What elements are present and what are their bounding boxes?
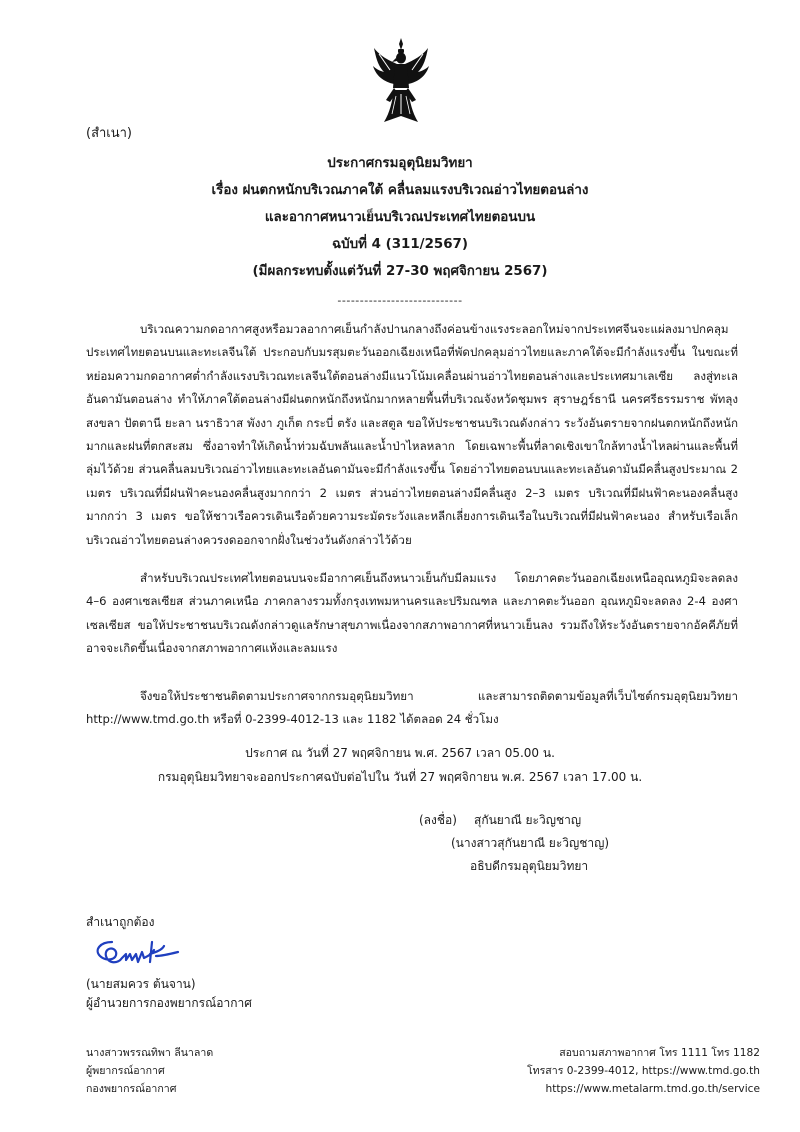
- contact-phone: สอบถามสภาพอากาศ โทร 1111 โทร 1182: [559, 1047, 760, 1059]
- sign-prefix: (ลงชื่อ): [419, 813, 457, 827]
- footer-right: [527, 1044, 760, 1098]
- body-paragraph-3: จึงขอให้ประชาชนติดตามประกาศจากกรมอุตุนิยมวิทยา และสามารถติดตามข้อมูลที่เว็บไซต์กรมอุตุนิยมวิทยา http://www.tmd.go.th หรือที่ 0-2399-4012-13 และ 1182 ได้ตลอด 24 ชั่วโมง: [86, 689, 738, 727]
- next-announcement: กรมอุตุนิยมวิทยาจะออกประกาศฉบับต่อไปใน วันที่ 27 พฤศจิกายน พ.ศ. 2567 เวลา 17.00 น.: [157, 770, 643, 784]
- body-paragraph-2: สำหรับบริเวณประเทศไทยตอนบนจะมีอากาศเย็นถึงหนาวเย็นกับมีลมแรง โดยภาคตะวันออกเฉียงเหนืออุณหภูมิจะลดลง 4–6 องศาเซลเซียส ส่วนภาคเหนือ ภาคกลางรวมทั้งกรุงเทพมหานครและปริมณฑล และภาคตะวันออก อุณหภูมิจะลดลง 2-4 องศาเซลเซียส ขอให้ประชาชนบริเวณดังกล่าวดูแลรักษาสุขภาพเนื่องจากสภาพอากาศที่หนาวเย็นลง รวมถึงให้ระวังอันตรายจากอัคคีภัยที่อาจจะเกิดขึ้นเนื่องจากสภาพอากาศแห้งและลมแรง: [86, 571, 738, 656]
- contact-fax-website: โทรสาร 0-2399-4012, https://www.tmd.go.th: [526, 1065, 760, 1077]
- announce-date: ประกาศ ณ วันที่ 27 พฤศจิกายน พ.ศ. 2567 เวลา 05.00 น.: [245, 746, 555, 760]
- forecaster-name: นางสาวพรรณทิพา ลีนาลาด: [86, 1047, 214, 1059]
- handwritten-signature-icon: [92, 934, 188, 970]
- signatory-name: สุกันยาณี ยะวิญชาญ: [474, 813, 582, 827]
- footer-left: [86, 1044, 213, 1098]
- garuda-emblem-icon: [370, 36, 432, 126]
- contact-service-url[interactable]: https://www.metalarm.tmd.go.th/service: [545, 1083, 760, 1095]
- copy-label: (สำเนา): [86, 126, 133, 141]
- announcement-subject-line2: และอากาศหนาวเย็นบริเวณประเทศไทยตอนบน: [264, 210, 536, 225]
- body-paragraph-1: บริเวณความกดอากาศสูงหรือมวลอากาศเย็นกำลังปานกลางถึงค่อนข้างแรงระลอกใหม่จากประเทศจีนจะแผ่ลงมาปกคลุมประเทศไทยตอนบนและทะเลจีนใต้ ประกอบกับมรสุมตะวันออกเฉียงเหนือที่พัดปกคลุมอ่าวไทยและภาคใต้จะมีกำลังแรงขึ้น ในขณะที่หย่อมความกดอากาศต่ำกำลังแรงบริเวณทะเลจีนใต้ตอนล่างมีแนวโน้มเคลื่อนผ่านอ่าวไทยตอนล่างและประเทศมาเลเซีย ลงสู่ทะเลอันดามันตอนล่าง ทำให้ภาคใต้ตอนล่างมีฝนตกหนักถึงหนักมากหลายพื้นที่บริเวณจังหวัดชุมพร สุราษฎร์ธานี นครศรีธรรมราช พัทลุง สงขลา ปัตตานี ยะลา นราธิวาส พังงา ภูเก็ต กระบี่ ตรัง และสตูล ขอให้ประชาชนบริเวณดังกล่าว ระวังอันตรายจากฝนตกหนักถึงหนักมากและฝนที่ตกสะสม ซึ่งอาจทำให้เกิดน้ำท่วมฉับพลันและน้ำป่าไหลหลาก โดยเฉพาะพื้นที่ลาดเชิงเขาใกล้ทางน้ำไหลผ่านและพื้นที่ลุ่มไว้ด้วย ส่วนคลื่นลมบริเวณอ่าวไทยและทะเลอันดามันจะมีกำลังแรงขึ้น โดยอ่าวไทยตอนบนและทะเลอันดามันมีคลื่นสูงประมาณ 2 เมตร บริเวณที่มีฝนฟ้าคะนองคลื่นสูงมากกว่า 2 เมตร ส่วนอ่าวไทยตอนล่างมีคลื่นสูง 2–3 เมตร บริเวณที่มีฝนฟ้าคะนองคลื่นสูงมากกว่า 3 เมตร ขอให้ชาวเรือควรเดินเรือด้วยความระมัดระวังและหลีกเลี่ยงการเดินเรือในบริเวณที่มีฝนฟ้าคะนอง สำหรับเรือเล็กบริเวณอ่าวไทยตอนล่างควรงดออกจากฝั่งในช่วงวันดังกล่าวไว้ด้วย: [86, 322, 738, 547]
- announcement-issue: ฉบับที่ 4 (311/2567): [332, 237, 468, 252]
- announcement-subject-line1: เรื่อง ฝนตกหนักบริเวณภาคใต้ คลื่นลมแรงบริเวณอ่าวไทยตอนล่าง: [211, 183, 589, 198]
- announcement-org: ประกาศกรมอุตุนิยมวิทยา: [327, 156, 473, 171]
- certified-name: (นายสมควร ต้นจาน): [86, 977, 196, 991]
- forecaster-division: กองพยากรณ์อากาศ: [86, 1083, 177, 1095]
- forecaster-role: ผู้พยากรณ์อากาศ: [86, 1065, 165, 1077]
- divider: ----------------------------: [337, 294, 463, 307]
- signatory-full-name: (นางสาวสุกันยาณี ยะวิญชาญ): [451, 836, 610, 850]
- signatory-title: อธิบดีกรมอุตุนิยมวิทยา: [470, 859, 589, 873]
- certified-label: สำเนาถูกต้อง: [86, 915, 155, 929]
- announcement-effective-date: (มีผลกระทบตั้งแต่วันที่ 27-30 พฤศจิกายน 2567): [252, 264, 548, 279]
- certified-title: ผู้อำนวยการกองพยากรณ์อากาศ: [86, 996, 252, 1010]
